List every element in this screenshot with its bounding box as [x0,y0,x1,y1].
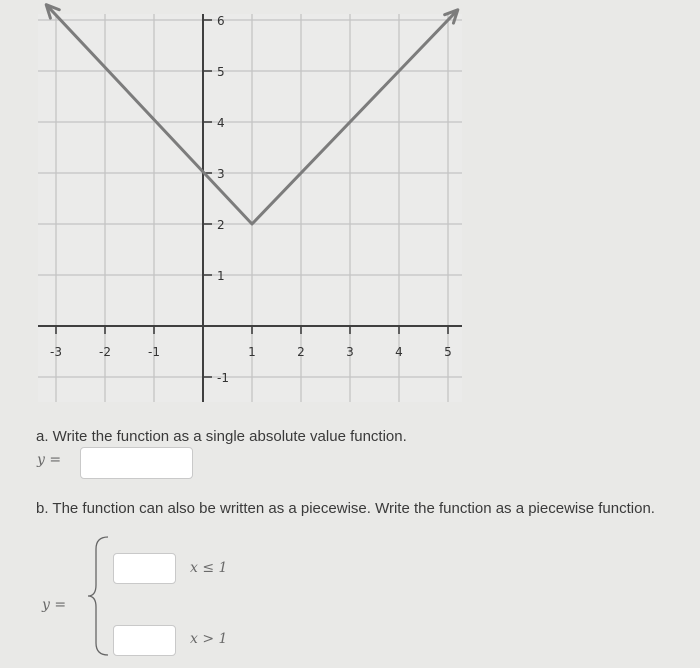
y-tick-label: 2 [217,218,225,232]
x-tick-label: -2 [99,345,111,359]
x-tick-label: 1 [248,345,256,359]
y-tick-label: 6 [217,14,225,28]
question-b-lhs: y = [42,597,67,613]
piecewise-brace [88,535,110,657]
x-tick-label: 5 [444,345,452,359]
piece-2-expression-input[interactable] [113,625,176,656]
question-a-lhs: y = [37,452,62,468]
x-tick-label: -1 [148,345,160,359]
answer-a-input[interactable] [80,447,193,479]
x-tick-label: 4 [395,345,403,359]
x-tick-label: 2 [297,345,305,359]
y-tick-label: 4 [217,116,225,130]
piece-2-condition: x > 1 [190,631,228,647]
question-a-prompt: a. Write the function as a single absolute value function. [36,428,407,445]
x-tick-label: -3 [50,345,62,359]
piece-1-condition: x ≤ 1 [190,560,228,576]
y-tick-label: 5 [217,65,225,79]
y-tick-label: 1 [217,269,225,283]
y-tick-label: 3 [217,167,225,181]
piece-1-expression-input[interactable] [113,553,176,584]
y-tick-label: -1 [217,371,229,385]
x-tick-label: 3 [346,345,354,359]
question-b-prompt: b. The function can also be written as a piecewise. Write the function as a piecewise function. [36,500,655,517]
